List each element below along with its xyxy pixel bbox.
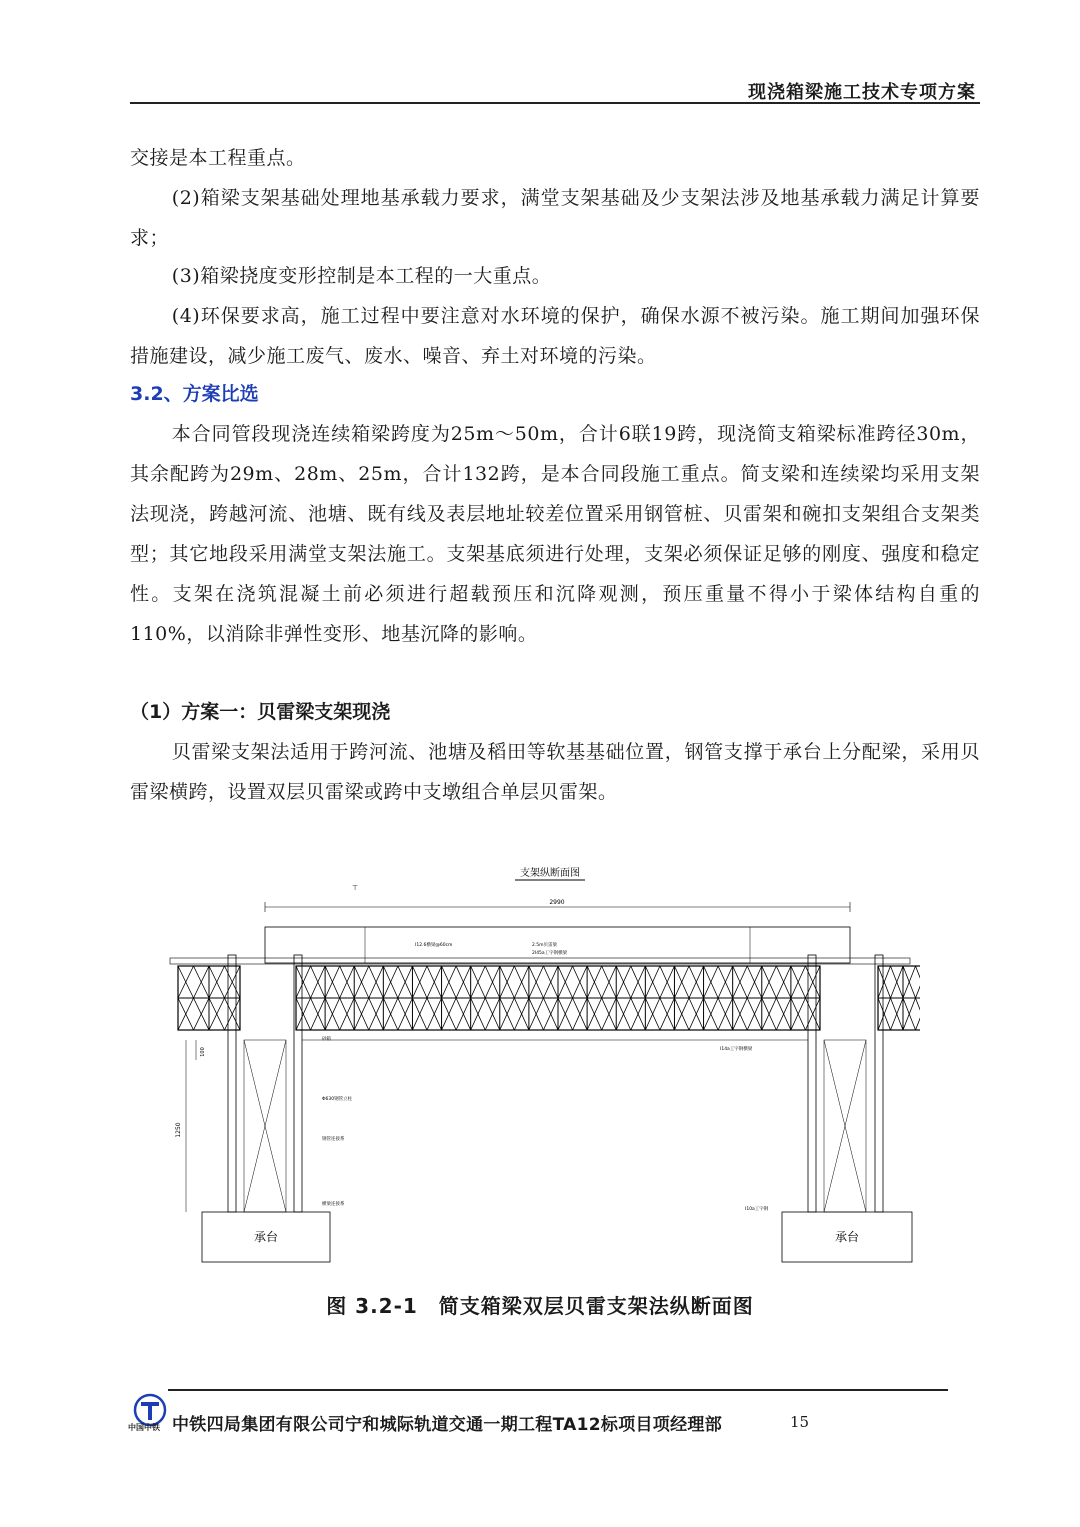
figure-title: 支架纵断面图 xyxy=(520,868,580,879)
paragraph-2-text: (2)箱梁支架基础处理地基承载力要求，满堂支架基础及少支架法涉及地基承载力满足计算要求； xyxy=(130,187,980,249)
paragraph-6 xyxy=(130,732,980,812)
right-column-inner xyxy=(808,955,816,1212)
figure-caption: 图 3.2-1 简支箱梁双层贝雷支架法纵断面图 xyxy=(326,1294,754,1318)
footer-divider xyxy=(168,1389,948,1391)
logo-text: 中国中铁 xyxy=(128,1423,160,1432)
document-header-title: 现浇箱梁施工技术专项方案 xyxy=(748,82,976,103)
bridge-support-diagram xyxy=(160,860,920,1270)
annotation-3: Φ630钢管立柱 xyxy=(322,1097,353,1102)
annotation-4: 砂箱 xyxy=(322,1037,331,1042)
page-number: 15 xyxy=(790,1413,810,1431)
bailey-truss-main xyxy=(296,966,820,1030)
paragraph-2 xyxy=(130,178,980,258)
header-divider xyxy=(130,102,980,104)
annotation-9: 2I45a工字钢横梁 xyxy=(532,951,568,956)
annotation-6: 钢管连接系 xyxy=(322,1137,345,1142)
dimension-total-label: 2990 xyxy=(549,899,565,906)
paragraph-1 xyxy=(130,138,980,178)
subheading: （1）方案一：贝雷梁支架现浇 xyxy=(130,701,391,723)
left-column-outer xyxy=(228,955,236,1212)
annotation-8: I10a工字钢 xyxy=(745,1207,769,1212)
annotation-1: I12.6横梁@60cm xyxy=(415,943,453,948)
footer-company-name: 中铁四局集团有限公司宁和城际轨道交通一期工程TA12标项目项经理部 xyxy=(172,1415,722,1435)
paragraph-1-text: 交接是本工程重点。 xyxy=(130,147,306,169)
section-heading: 3.2、方案比选 xyxy=(130,383,259,405)
annotation-7: 横梁连接系 xyxy=(322,1202,345,1207)
annotation-2: 2.5m贝雷梁 xyxy=(532,943,558,948)
paragraph-5 xyxy=(130,414,980,654)
right-column-outer xyxy=(875,955,883,1212)
section-mark: ⊤ xyxy=(352,884,359,892)
annotation-5: I14a工字钢横梁 xyxy=(720,1047,753,1052)
height-dimension-label: 1250 xyxy=(175,1122,182,1138)
paragraph-6-text: 贝雷梁支架法适用于跨河流、池塘及稻田等软基基础位置，钢管支撑于承台上分配梁，采用贝雷梁横跨，设置双层贝雷梁或跨中支墩组合单层贝雷架。 xyxy=(130,741,980,803)
box-girder-outline xyxy=(265,927,850,963)
paragraph-3-text: (3)箱梁挠度变形控制是本工程的一大重点。 xyxy=(171,265,552,287)
left-pier-label: 承台 xyxy=(253,1230,279,1244)
paragraph-4 xyxy=(130,296,980,376)
right-pier-label: 承台 xyxy=(834,1230,860,1244)
bailey-truss-right xyxy=(878,966,920,1030)
bailey-truss-left xyxy=(178,966,240,1030)
paragraph-4-text: (4)环保要求高，施工过程中要注意对水环境的保护，确保水源不被污染。施工期间加强环保措施建设，减少施工废气、废水、噪音、弃土对环境的污染。 xyxy=(130,305,980,367)
paragraph-3 xyxy=(130,256,980,296)
paragraph-5-text: 本合同管段现浇连续箱梁跨度为25m～50m，合计6联19跨，现浇简支箱梁标准跨径30m，其余配跨为29m、28m、25m，合计132跨，是本合同段施工重点。简支梁和连续梁均采用支架法现浇，跨越河流、池塘、既有线及表层地址较差位置采用钢管桩、贝雷架和碗扣支架组合支架类型；其它地段采用满堂支架法施工。支架基底须进行处理，支架必须保证足够的刚度、强度和稳定性。支架在浇筑混凝土前必须进行超载预压和沉降观测，预压重量不得小于梁体结构自重的110%，以消除非弹性变形、地基沉降的影响。 xyxy=(130,423,980,645)
small-dimension-label: 100 xyxy=(200,1047,206,1057)
